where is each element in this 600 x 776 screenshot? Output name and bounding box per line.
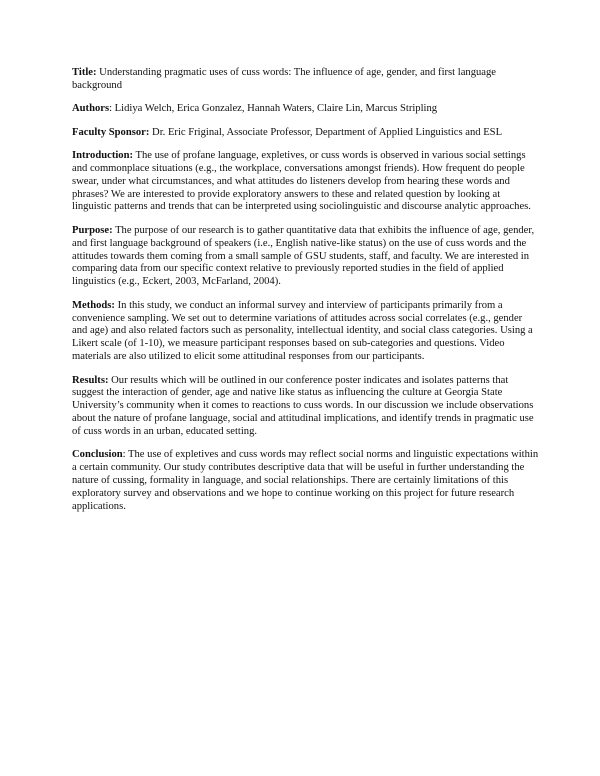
results-text: Our results which will be outlined in our conference poster indicates and isolates patterns that suggest the interaction of gender, age and native like status as influencing the culture at Georgia State University’s community when it comes to reactions to cuss words. In our discussion we include observations about the nature of profane language, social and attitudinal implications, and identify trends in pragmatic use of cuss words in an urban, educated setting. [72, 374, 534, 438]
results-paragraph [72, 375, 540, 440]
purpose-paragraph [72, 225, 540, 290]
faculty-sponsor-text: Dr. Eric Friginal, Associate Professor, Department of Applied Linguistics and ESL [149, 126, 503, 138]
title-text: Understanding pragmatic uses of cuss words: The influence of age, gender, and first language background [72, 67, 496, 91]
title-paragraph [72, 67, 540, 93]
purpose-text: The purpose of our research is to gather quantitative data that exhibits the influence of age, gender, and first language background of speakers (i.e., English native-like status) on the use of cuss words and the attitudes towards them coming from a small sample of GSU students, staff, and faculty. We are interested in comparing data from our specific context relative to previously reported studies in the field of applied linguistics (e.g., Eckert, 2003, McFarland, 2004). [72, 224, 535, 288]
introduction-paragraph [72, 150, 540, 215]
authors-text: : Lidiya Welch, Erica Gonzalez, Hannah Waters, Claire Lin, Marcus Stripling [109, 103, 438, 115]
purpose-label: Purpose: [72, 224, 113, 236]
introduction-label: Introduction: [72, 149, 134, 161]
faculty-sponsor-paragraph [72, 127, 540, 140]
document-page [72, 67, 540, 524]
methods-paragraph [72, 300, 540, 365]
results-label: Results: [72, 374, 109, 386]
introduction-text: The use of profane language, expletives, or cuss words is observed in various social settings and commonplace situations (e.g., the workplace, conversations amongst friends). How frequent do people swear, under what circumstances, and what attitudes do listeners develop from hearing these words and phrases? We are interested to provide exploratory answers to these and related question by looking at linguistic patterns and trends that can be interpreted using sociolinguistic and discourse analytic approaches. [72, 149, 531, 213]
conclusion-text: : The use of expletives and cuss words may reflect social norms and linguistic expectations within a certain community. Our study contributes descriptive data that will be useful in further understanding the nature of cussing, formality in language, and social relationships. There are certainly limitations of this exploratory survey and observations and we hope to continue working on this project for future research applications. [72, 449, 539, 513]
authors-paragraph [72, 103, 540, 116]
authors-label: Authors [72, 103, 110, 115]
methods-text: In this study, we conduct an informal survey and interview of participants primarily from a convenience sampling. We set out to determine variations of attitudes across social correlates (e.g., gender and age) and also related factors such as personality, intellectual identity, and social class categories. Using a Likert scale (of 1-10), we measure participant responses based on sub-categories and questions. Video materials are also utilized to elicit some attitudinal responses from our participants. [72, 299, 533, 363]
methods-label: Methods: [72, 299, 115, 311]
conclusion-paragraph [72, 449, 540, 514]
title-label: Title: [72, 67, 97, 78]
faculty-sponsor-label: Faculty Sponsor: [72, 126, 150, 138]
conclusion-label: Conclusion [72, 449, 123, 461]
